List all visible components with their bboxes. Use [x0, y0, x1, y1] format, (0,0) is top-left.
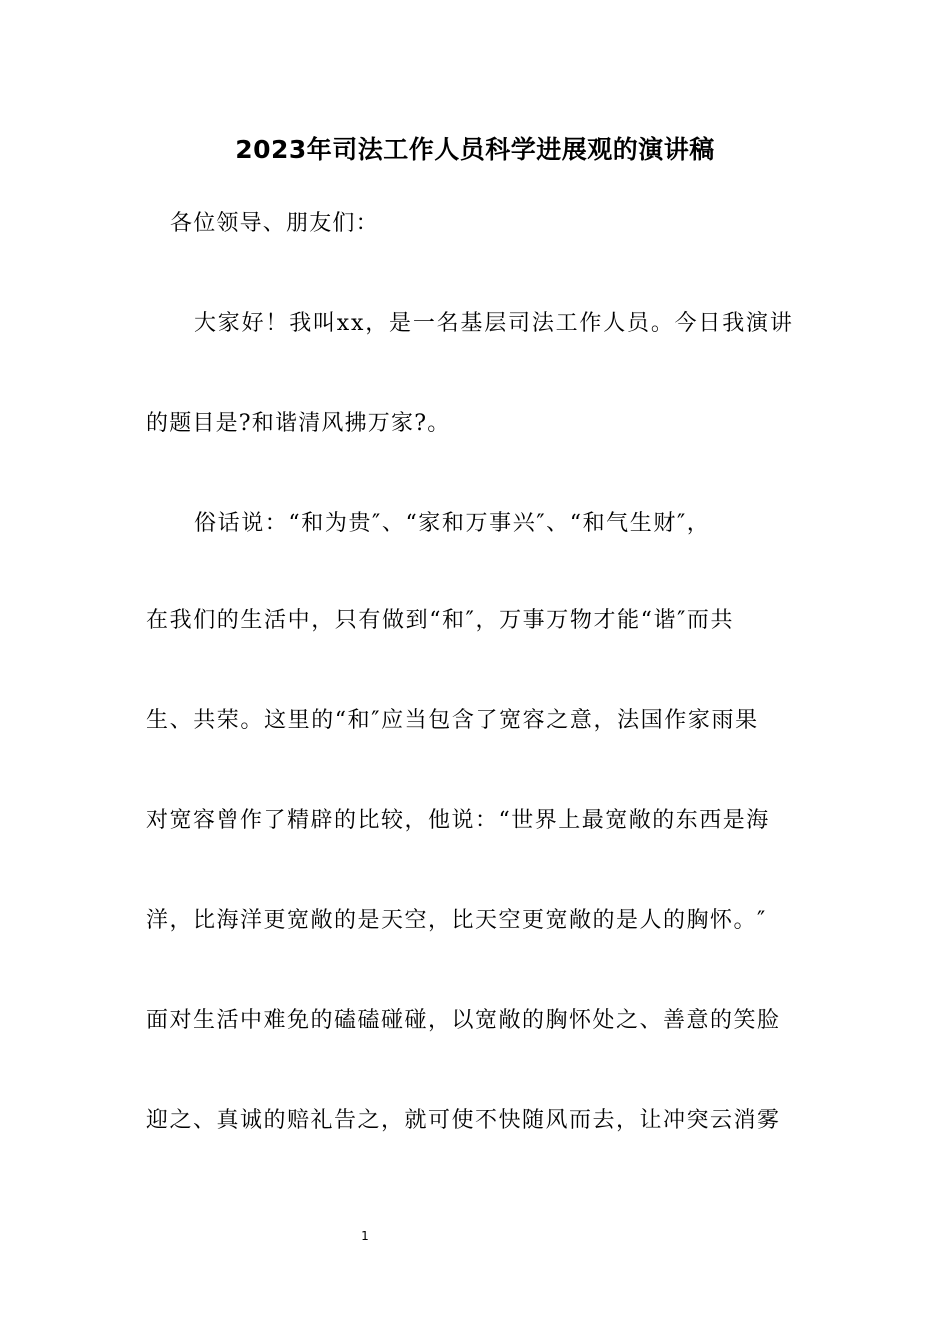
body-line: 的题目是?和谐清风拂万家?。 — [146, 411, 451, 436]
body-line: 生、共荣。这里的“和″应当包含了宽容之意，法国作家雨果 — [146, 708, 759, 733]
body-line: 在我们的生活中，只有做到“和″，万事万物才能“谐″而共 — [146, 608, 735, 633]
body-line: 大家好！我叫xx，是一名基层司法工作人员。今日我演讲 — [194, 311, 794, 336]
document-title: 2023年司法工作人员科学进展观的演讲稿 — [235, 135, 715, 164]
body-line: 对宽容曾作了精辟的比较，他说：“世界上最宽敞的东西是海 — [146, 808, 770, 833]
page-number: 1 — [361, 1229, 369, 1243]
body-line: 迎之、真诚的赔礼告之，就可使不快随风而去，让冲突云消雾 — [146, 1108, 781, 1133]
salutation-line: 各位领导、朋友们： — [170, 211, 379, 236]
body-line: 俗话说：“和为贵″、“家和万事兴″、“和气生财″， — [194, 511, 711, 536]
body-line: 面对生活中难免的磕磕碰碰，以宽敞的胸怀处之、善意的笑脸 — [146, 1008, 781, 1033]
body-line: 洋，比海洋更宽敞的是天空，比天空更宽敞的是人的胸怀。″ — [146, 908, 767, 933]
